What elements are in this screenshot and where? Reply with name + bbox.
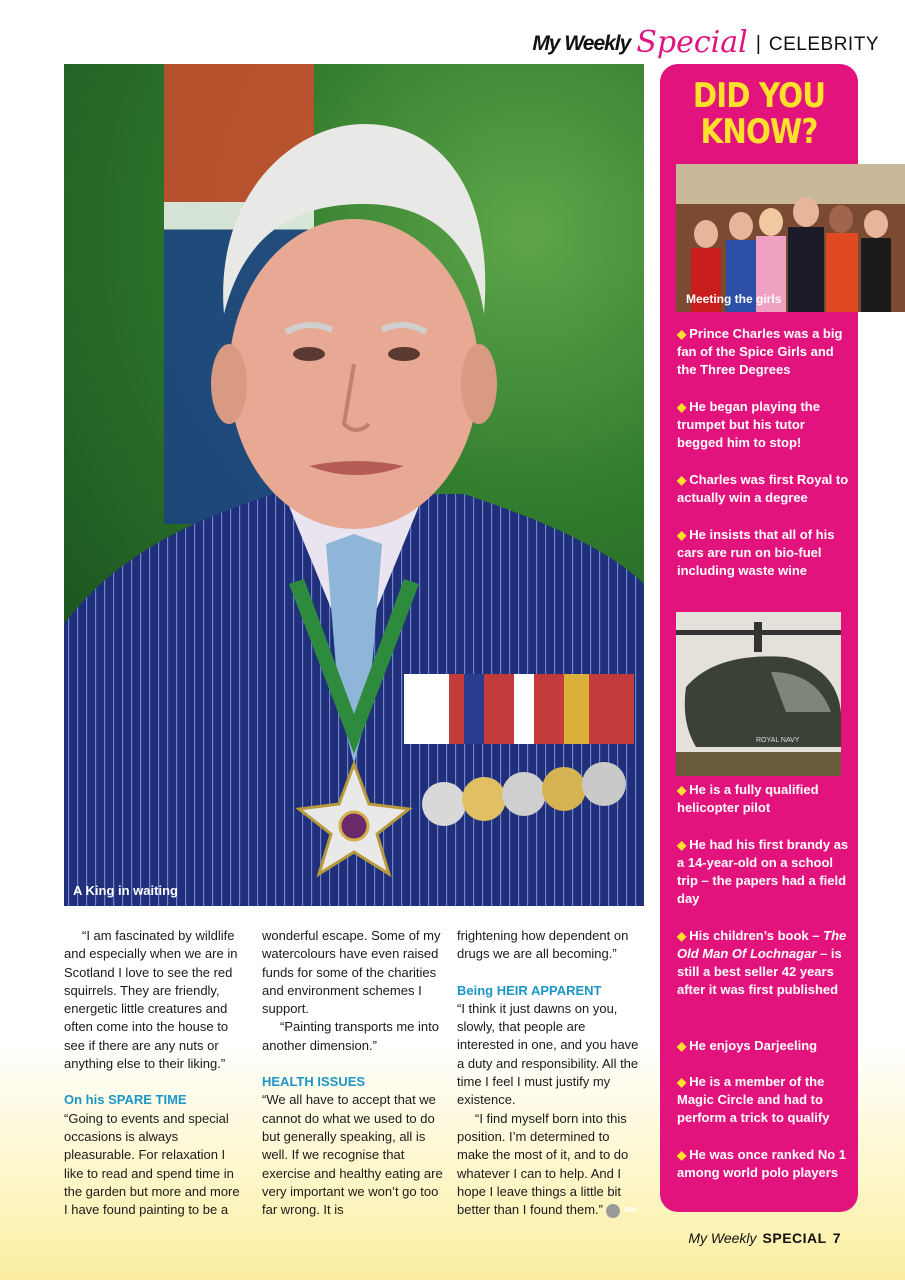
- portrait-illustration: [64, 64, 644, 906]
- end-mark-icon: MW: [606, 1204, 620, 1218]
- fact-book: ◆ His children’s book – The Old Man Of Lochnagar – is still a best seller 42 years after it was first published: [677, 928, 847, 997]
- paragraph-wildlife: “I am fascinated by wildlife and especially when we are in Scotland I love to see the red squirrels. They are friendly, energetic little creatures and often come into the house to see if there are any nuts or anything else to their liking.”: [64, 928, 238, 1072]
- book-title: The Old Man Of Lochnagar: [677, 928, 847, 961]
- fact-bio-fuel: ◆ He insists that all of his cars are run on bio-fuel including waste wine: [677, 527, 835, 578]
- fact-polo: ◆ He was once ranked No 1 among world polo players: [677, 1147, 847, 1180]
- masthead-special: Special: [636, 25, 748, 60]
- helicopter-label: ROYAL NAVY: [756, 737, 800, 744]
- article-column-2: [262, 927, 444, 1219]
- footer-brand: My Weekly: [688, 1230, 757, 1246]
- diamond-bullet-icon: ◆: [677, 1039, 687, 1053]
- footer-special: SPECIAL: [762, 1230, 827, 1246]
- paragraph-painting: “Painting transports me into another dimension.”: [262, 1019, 439, 1053]
- subheading-heir-apparent: Being HEIR APPARENT: [457, 982, 602, 998]
- paragraph-escape: wonderful escape. Some of my watercolours have even raised funds for some of the charities and environment schemes I support.: [262, 928, 441, 1017]
- article-column-1: [64, 927, 246, 1219]
- spice-girls-photo: [676, 164, 905, 312]
- masthead: [532, 12, 879, 60]
- paragraph-health: “We all have to accept that we cannot do what we used to do but generally speaking, all is well. If we recognise that exercise and healthy eating are very important we won’t go too far wrong. It is: [262, 1092, 443, 1218]
- sidebar-photo-caption: Meeting the girls: [686, 292, 782, 306]
- diamond-bullet-icon: ◆: [677, 400, 687, 414]
- paragraph-position: “I find myself born into this position. I’m determined to make the most of it, and to do whatever I can to help. And I hope I leave things a little bit better than I found them.” MW: [457, 1110, 637, 1218]
- subheading-spare-time: On his SPARE TIME: [64, 1092, 187, 1108]
- main-photo-caption: A King in waiting: [73, 883, 178, 898]
- masthead-separator: |: [755, 33, 761, 55]
- fact-trumpet: ◆ He began playing the trumpet but his tutor begged him to stop!: [677, 399, 820, 450]
- diamond-bullet-icon: ◆: [677, 929, 687, 943]
- fact-degree: ◆ Charles was first Royal to actually win a degree: [677, 472, 849, 505]
- spice-girls-illustration: [676, 164, 905, 312]
- diamond-bullet-icon: ◆: [677, 1148, 687, 1162]
- did-you-know-heading: [674, 78, 844, 150]
- heading-line-2: KNOW?: [700, 112, 818, 152]
- heading-line-1: DID YOU: [692, 76, 826, 116]
- page-number: 7: [832, 1230, 841, 1246]
- fact-darjeeling: ◆ He enjoys Darjeeling: [677, 1038, 818, 1053]
- subheading-health-issues: HEALTH ISSUES: [262, 1074, 366, 1090]
- paragraph-spare-time: “Going to events and special occasions is always pleasurable. For relaxation I like to read and spend time in the garden but more and more I have found painting to be a: [64, 1110, 240, 1218]
- fact-magic-circle: ◆ He is a member of the Magic Circle and had to perform a trick to qualify: [677, 1074, 830, 1125]
- fact-helicopter: ◆ He is a fully qualified helicopter pilot: [677, 782, 819, 815]
- article-column-3: [457, 927, 639, 1219]
- masthead-brand: My Weekly: [532, 32, 631, 55]
- diamond-bullet-icon: ◆: [677, 528, 687, 542]
- helicopter-illustration: [676, 612, 841, 776]
- fact-brandy: ◆ He had his first brandy as a 14-year-old on a school trip – the papers had a field day: [677, 837, 849, 906]
- masthead-section: CELEBRITY: [768, 34, 879, 55]
- paragraph-drugs: frightening how dependent on drugs we are all becoming.”: [457, 928, 629, 962]
- diamond-bullet-icon: ◆: [677, 327, 687, 341]
- main-photo: [64, 64, 644, 906]
- diamond-bullet-icon: ◆: [677, 473, 687, 487]
- diamond-bullet-icon: ◆: [677, 838, 687, 852]
- fact-spice-girls: ◆ Prince Charles was a big fan of the Spice Girls and the Three Degrees: [677, 326, 843, 377]
- helicopter-photo: [676, 612, 841, 776]
- diamond-bullet-icon: ◆: [677, 1075, 687, 1089]
- page-footer: [688, 1230, 841, 1246]
- paragraph-duty: “I think it just dawns on you, slowly, that people are interested in one, and you have a duty and responsibility. All the time I feel I must justify my existence.: [457, 1000, 639, 1108]
- diamond-bullet-icon: ◆: [677, 783, 687, 797]
